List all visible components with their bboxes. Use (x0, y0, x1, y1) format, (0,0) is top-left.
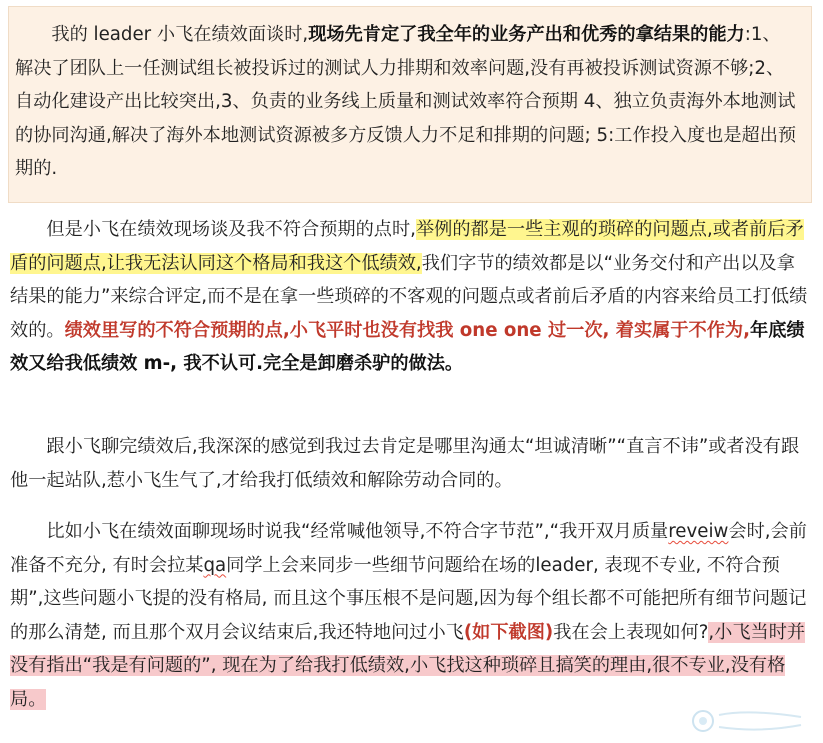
p1-sentence-1: 我的 leader 小飞在绩效面谈时, (51, 24, 309, 45)
p2-sentence-1: 但是小飞在绩效现场谈及我不符合预期的点时, (46, 219, 416, 240)
p4-sentence-1: 比如小飞在绩效面聊现场时说我“经常喊他领导,不符合字节范”,“我开双月质量 (46, 521, 669, 542)
p2-sentence-3: 我们字节的绩效都是以“业务交付和产出以及拿结果的能力”来综合评定,而不是在拿一些琐碎的不客观的问题点或者前后矛盾的内容来给员工打低绩效的。 (10, 252, 808, 341)
p2-bold-text: 年底绩效又给我低绩效 m-, 我不认可.完全是卸磨杀驴的做法。 (10, 319, 805, 374)
p1-bold-praise: 现场先肯定了我全年的业务产出和优秀的拿结果的能力 (308, 24, 745, 45)
p4-screenshot-note: (如下截图) (463, 621, 554, 643)
p4-sentence-3: 会时,会前准备不充分, 有时会拉某 (10, 521, 807, 576)
paragraph-box-3 (10, 430, 810, 497)
site-logo-watermark-icon (689, 707, 809, 735)
p4-sentence-5: 同学上会来同步一些细节问题给在场的leader, 表现不专业, 不符合预期”,这些问题小飞提的没有格局, 而且这个事压根不是问题,因为每个组长都不可能把所有细节问题记的那么清楚, 而且那个双月会议结束后,我还特地问过小飞 (10, 554, 807, 643)
p3-sentence-1: 跟小飞聊完绩效后,我深深的感觉到我过去肯定是哪里沟通太“坦诚清晰”“直言不讳”或者没有跟他一起站队,惹小飞生气了,才给我打低绩效和解除劳动合同的。 (10, 436, 800, 491)
paragraph-4 (10, 515, 810, 716)
paragraph-box-4 (10, 515, 810, 716)
p4-sentence-7: 我在会上表现如何? (553, 621, 709, 643)
paragraph-box-2 (10, 213, 810, 381)
paragraph-2 (10, 213, 810, 381)
paragraph-box-1 (8, 6, 812, 203)
p4-misspelled-reveiw: reveiw (668, 521, 729, 542)
p4-misspelled-qa: qa (203, 554, 227, 576)
paragraph-1 (9, 18, 797, 186)
p2-yellow-highlight: 举例的都是一些主观的琐碎的问题点,或者前后矛盾的问题点,让我无法认同这个格局和我这个低绩效, (10, 219, 804, 274)
paragraph-3 (10, 430, 810, 497)
p1-sentence-3: :1、解决了团队上一任测试组长被投诉过的测试人力排期和效率问题,没有再被投诉测试资源不够;2、自动化建设产出比较突出,3、负责的业务线上质量和测试效率符合预期 4、独立负责海外本地测试的协同沟通,解决了海外本地测试资源被多方反馈人力不足和排期的问题; 5:工作投入度也是超出预期的. (15, 24, 797, 179)
p2-red-bold-text: 绩效里写的不符合预期的点,小飞平时也没有找我 one one 过一次, 着实属于不作为, (64, 319, 751, 341)
p4-pink-highlight: ,小飞当时并没有指出“我是有问题的”, 现在为了给我打低绩效,小飞找这种琐碎且搞笑的理由,很不专业,没有格局。 (10, 621, 806, 710)
